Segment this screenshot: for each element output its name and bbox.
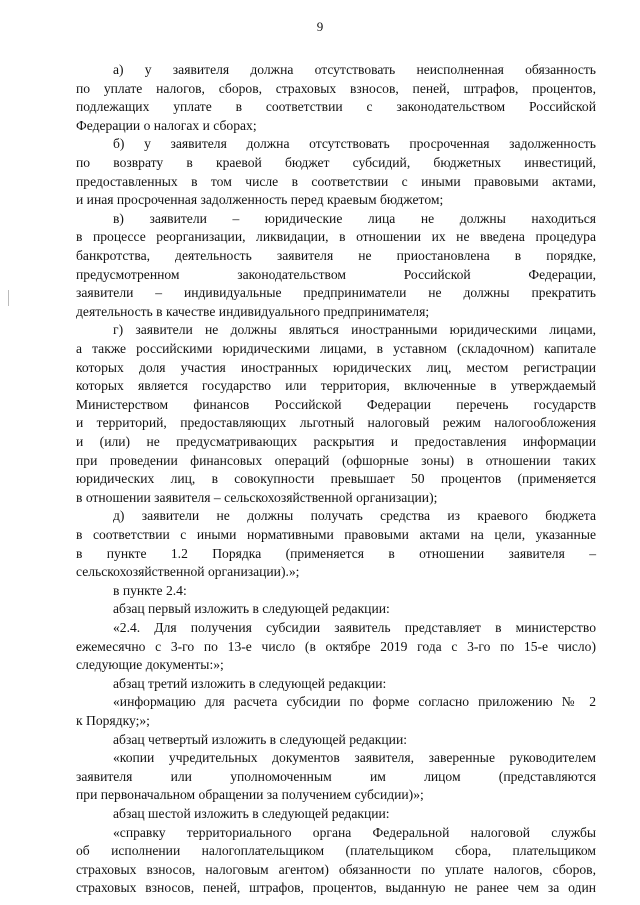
text-line: абзац третий изложить в следующей редакции: bbox=[113, 675, 387, 691]
text-line: а также российскими юридическими лицами, в уставном (складочном) капитале bbox=[76, 341, 596, 356]
text-line: при проведении финансовых операций (офшорные зоны) в отношении таких bbox=[76, 452, 596, 468]
text-line: следующие документы:»; bbox=[76, 657, 224, 673]
text-line: об исполнении налогоплательщиком (плательщиком сбора, плательщиком bbox=[76, 843, 596, 859]
text-line: а) у заявителя должна отсутствовать неисполненная обязанность bbox=[113, 62, 596, 77]
text-line: при первоначальном обращении за получением субсидии)»; bbox=[76, 787, 424, 803]
text-line: ежемесячно с 3-го по 13-е число (в октябре 2019 года с 3-го по 15-е число) bbox=[76, 638, 596, 654]
text-line: «копии учредительных документов заявителя, заверенные руководителем bbox=[113, 750, 596, 766]
text-line: абзац четвертый изложить в следующей редакции: bbox=[113, 731, 408, 747]
text-line: «информацию для расчета субсидии по форме согласно приложению № 2 bbox=[113, 694, 596, 710]
text-line: д) заявители не должны получать средства из краевого бюджета bbox=[113, 508, 596, 524]
text-line: к Порядку;»; bbox=[76, 713, 150, 728]
text-line: абзац шестой изложить в следующей редакции: bbox=[113, 806, 390, 821]
text-line: юридических лиц, в совокупности превышает 50 процентов (применяется bbox=[76, 471, 596, 487]
text-line: банкротства, деятельность заявителя не приостановлена в порядке, bbox=[76, 248, 596, 263]
text-line: страховых взносов, пеней, штрафов, процентов, выданную не ранее чем за один bbox=[76, 880, 596, 896]
page-number: 9 bbox=[316, 19, 324, 34]
text-line: и (или) не предусматривающих раскрытия и предоставления информации bbox=[76, 434, 596, 449]
text-line: в процессе реорганизации, ликвидации, в отношении их не введена процедура bbox=[76, 229, 596, 245]
text-line: и иная просроченная задолженность перед краевым бюджетом; bbox=[76, 192, 444, 208]
margin-mark bbox=[8, 290, 9, 306]
text-line: которых является государство или территория, включенные в утверждаемый bbox=[76, 378, 596, 394]
text-line: страховых взносов, налоговым агентом) обязанности по уплате налогов, сборов, bbox=[76, 861, 596, 877]
text-line: г) заявители не должны являться иностранными юридическими лицами, bbox=[113, 322, 596, 338]
text-line: «2.4. Для получения субсидии заявитель представляет в министерство bbox=[113, 620, 596, 635]
text-line: в пункте 2.4: bbox=[113, 582, 187, 598]
text-line: заявителя или уполномоченным им лицом (представляются bbox=[76, 768, 596, 784]
text-line: деятельность в качестве индивидуального предпринимателя; bbox=[76, 303, 430, 319]
text-line: в) заявители – юридические лица не должны находиться bbox=[113, 210, 596, 226]
text-line: и территорий, предоставляющих льготный налоговый режим налогообложения bbox=[76, 415, 596, 431]
text-line: в пункте 1.2 Порядка (применяется в отношении заявителя – bbox=[76, 545, 596, 561]
text-line: заявители – индивидуальные предприниматели не должны прекратить bbox=[76, 285, 596, 301]
text-line: абзац первый изложить в следующей редакции: bbox=[113, 601, 390, 617]
text-line: предусмотренном законодательством Российской Федерации, bbox=[76, 266, 596, 282]
text-line: сельскохозяйственной организации).»; bbox=[76, 564, 300, 580]
text-line: Министерством финансов Российской Федерации перечень государств bbox=[76, 396, 596, 412]
text-line: которых доля участия иностранных юридических лиц, местом регистрации bbox=[76, 359, 596, 375]
text-line: Федерации о налогах и сборах; bbox=[76, 117, 257, 133]
text-line: по уплате налогов, сборов, страховых взносов, пеней, штрафов, процентов, bbox=[76, 80, 596, 96]
text-line: предоставленных в том числе в соответствии с иными правовыми актами, bbox=[76, 173, 596, 189]
text-line: подлежащих уплате в соответствии с законодательством Российской bbox=[76, 99, 596, 115]
text-line: «справку территориального органа Федеральной налоговой службы bbox=[113, 824, 596, 840]
text-line: б) у заявителя должна отсутствовать просроченная задолженность bbox=[113, 136, 596, 152]
text-line: в соответствии с иными нормативными правовыми актами на цели, указанные bbox=[76, 527, 596, 542]
text-line: по возврату в краевой бюджет субсидий, бюджетных инвестиций, bbox=[76, 155, 596, 170]
text-line: в отношении заявителя – сельскохозяйственной организации); bbox=[76, 489, 438, 505]
